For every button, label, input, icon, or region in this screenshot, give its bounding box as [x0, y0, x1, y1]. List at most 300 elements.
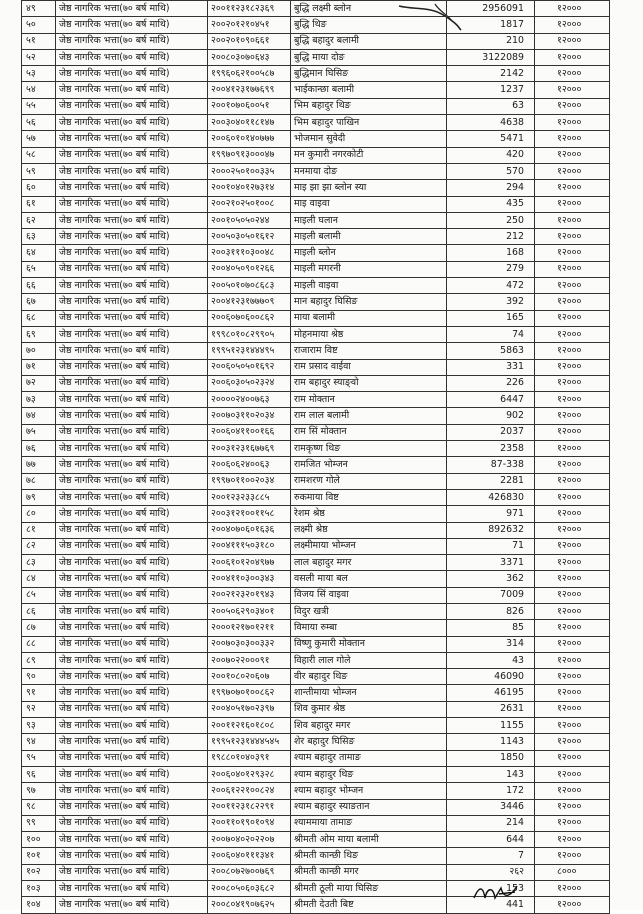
- table-row: [22, 587, 610, 603]
- citizen-id-cell: २००२१०२५०१००८: [208, 196, 291, 212]
- citizen-id-cell: २००५०३०५०१६१२: [208, 229, 291, 245]
- serial-number-cell: ६४: [22, 245, 56, 261]
- beneficiary-name-cell: लक्ष्मीमाया भोम्जन: [291, 538, 447, 554]
- account-number-cell: 331: [447, 359, 535, 375]
- table-row: [22, 278, 610, 294]
- citizen-id-cell: २००४१११५०३१८०: [208, 538, 291, 554]
- table-row: [22, 424, 610, 440]
- account-number-cell: 472: [447, 278, 535, 294]
- account-number-cell: 212: [447, 229, 535, 245]
- serial-number-cell: ६५: [22, 261, 56, 277]
- handwritten-signature: [471, 880, 521, 906]
- allowance-type-cell: जेष्ठ नागरिक भत्ता(७० बर्ष माथि): [56, 864, 208, 880]
- serial-number-cell: ७९: [22, 489, 56, 505]
- serial-number-cell: ७२: [22, 375, 56, 391]
- table-row: [22, 212, 610, 228]
- account-number-cell: 279: [447, 261, 535, 277]
- amount-cell: १२०००: [535, 489, 610, 505]
- beneficiary-name-cell: भिम बहादुर पाखिन: [291, 115, 447, 131]
- amount-cell: १२०००: [535, 17, 610, 33]
- serial-number-cell: ५१: [22, 33, 56, 49]
- citizen-id-cell: १९९७०९१३०००४७: [208, 147, 291, 163]
- allowance-type-cell: जेष्ठ नागरिक भत्ता(७० बर्ष माथि): [56, 766, 208, 782]
- account-number-cell: 971: [447, 506, 535, 522]
- serial-number-cell: १०४: [22, 897, 56, 913]
- amount-cell: १२०००: [535, 506, 610, 522]
- amount-cell: १२०००: [535, 457, 610, 473]
- beneficiary-name-cell: राम प्रसाद वाईवा: [291, 359, 447, 375]
- serial-number-cell: ९८: [22, 799, 56, 815]
- allowance-type-cell: जेष्ठ नागरिक भत्ता(७० बर्ष माथि): [56, 115, 208, 131]
- serial-number-cell: ५५: [22, 98, 56, 114]
- amount-cell: १२०००: [535, 734, 610, 750]
- table-row: [22, 310, 610, 326]
- serial-number-cell: ८०: [22, 506, 56, 522]
- citizen-id-cell: २००११२३१८२३६९: [208, 1, 291, 17]
- table-row: [22, 245, 610, 261]
- amount-cell: १२०००: [535, 82, 610, 98]
- account-number-cell: 5471: [447, 131, 535, 147]
- account-number-cell: 214: [447, 815, 535, 831]
- account-number-cell: 7: [447, 848, 535, 864]
- account-number-cell: 74: [447, 326, 535, 342]
- serial-number-cell: ९५: [22, 750, 56, 766]
- citizen-id-cell: २००८०३०७०६४३: [208, 49, 291, 65]
- table-row: [22, 326, 610, 342]
- serial-number-cell: ९०: [22, 669, 56, 685]
- citizen-id-cell: २००६०४०१११३४१: [208, 848, 291, 864]
- amount-cell: १२०००: [535, 555, 610, 571]
- serial-number-cell: ८६: [22, 603, 56, 619]
- allowance-type-cell: जेष्ठ नागरिक भत्ता(७० बर्ष माथि): [56, 669, 208, 685]
- beneficiary-name-cell: वसली माया बल: [291, 571, 447, 587]
- amount-cell: १२०००: [535, 652, 610, 668]
- allowance-type-cell: जेष्ठ नागरिक भत्ता(७० बर्ष माथि): [56, 473, 208, 489]
- allowance-type-cell: जेष्ठ नागरिक भत्ता(७० बर्ष माथि): [56, 294, 208, 310]
- beneficiary-name-cell: भोजमान सुवेदी: [291, 131, 447, 147]
- account-number-cell: 392: [447, 294, 535, 310]
- amount-cell: १२०००: [535, 522, 610, 538]
- allowance-type-cell: जेष्ठ नागरिक भत्ता(७० बर्ष माथि): [56, 261, 208, 277]
- allowance-type-cell: जेष्ठ नागरिक भत्ता(७० बर्ष माथि): [56, 343, 208, 359]
- allowance-type-cell: जेष्ठ नागरिक भत्ता(७० बर्ष माथि): [56, 326, 208, 342]
- allowance-type-cell: जेष्ठ नागरिक भत्ता(७० बर्ष माथि): [56, 245, 208, 261]
- citizen-id-cell: २००४१२३१७७६९९: [208, 82, 291, 98]
- beneficiary-name-cell: मन कुमारी नगरकोटी: [291, 147, 447, 163]
- table-row: [22, 571, 610, 587]
- amount-cell: १२०००: [535, 196, 610, 212]
- amount-cell: १२०००: [535, 375, 610, 391]
- beneficiary-table-body: [22, 1, 610, 914]
- beneficiary-table: [21, 0, 610, 914]
- amount-cell: १२०००: [535, 245, 610, 261]
- beneficiary-name-cell: बुद्धि थिङ: [291, 17, 447, 33]
- table-row: [22, 457, 610, 473]
- account-number-cell: 250: [447, 212, 535, 228]
- table-row: [22, 473, 610, 489]
- beneficiary-name-cell: लक्ष्मी श्रेष्ठ: [291, 522, 447, 538]
- account-number-cell: 1850: [447, 750, 535, 766]
- citizen-id-cell: २००४१२३१७७७०९: [208, 294, 291, 310]
- serial-number-cell: ७३: [22, 392, 56, 408]
- account-number-cell: 165: [447, 310, 535, 326]
- table-row: [22, 832, 610, 848]
- citizen-id-cell: २००४०५०९०१२६६: [208, 261, 291, 277]
- serial-number-cell: ६३: [22, 229, 56, 245]
- beneficiary-name-cell: विमाया रुम्बा: [291, 620, 447, 636]
- table-row: [22, 685, 610, 701]
- allowance-type-cell: जेष्ठ नागरिक भत्ता(७० बर्ष माथि): [56, 457, 208, 473]
- beneficiary-name-cell: मनमाया दोङ: [291, 163, 447, 179]
- account-number-cell: 441: [447, 897, 535, 913]
- citizen-id-cell: २००३१११०३००४८: [208, 245, 291, 261]
- amount-cell: १२०००: [535, 392, 610, 408]
- allowance-type-cell: जेष्ठ नागरिक भत्ता(७० बर्ष माथि): [56, 441, 208, 457]
- allowance-type-cell: जेष्ठ नागरिक भत्ता(७० बर्ष माथि): [56, 718, 208, 734]
- citizen-id-cell: १९९५१२३१४४४९५: [208, 343, 291, 359]
- citizen-id-cell: २००४११०३००३४३: [208, 571, 291, 587]
- amount-cell: १२०००: [535, 408, 610, 424]
- amount-cell: १२०००: [535, 832, 610, 848]
- table-row: [22, 66, 610, 82]
- beneficiary-name-cell: श्रीमती ओम माया बलामी: [291, 832, 447, 848]
- beneficiary-name-cell: वीर बहादुर थिङ: [291, 669, 447, 685]
- account-number-cell: 426830: [447, 489, 535, 505]
- beneficiary-name-cell: श्याम बहादुर तामाङ: [291, 750, 447, 766]
- account-number-cell: 172: [447, 783, 535, 799]
- serial-number-cell: ७५: [22, 424, 56, 440]
- amount-cell: १२०००: [535, 587, 610, 603]
- table-row: [22, 392, 610, 408]
- amount-cell: १२०००: [535, 750, 610, 766]
- serial-number-cell: ९१: [22, 685, 56, 701]
- citizen-id-cell: २००७०४०२०२२०७: [208, 832, 291, 848]
- account-number-cell: 1237: [447, 82, 535, 98]
- allowance-type-cell: जेष्ठ नागरिक भत्ता(७० बर्ष माथि): [56, 49, 208, 65]
- allowance-type-cell: जेष्ठ नागरिक भत्ता(७० बर्ष माथि): [56, 538, 208, 554]
- amount-cell: १२०००: [535, 33, 610, 49]
- amount-cell: १२०००: [535, 718, 610, 734]
- citizen-id-cell: २००२१२३२०१९४३: [208, 587, 291, 603]
- citizen-id-cell: २००१२३२३३८८५: [208, 489, 291, 505]
- citizen-id-cell: १९९८०१०८२९९०५: [208, 326, 291, 342]
- allowance-type-cell: जेष्ठ नागरिक भत्ता(७० बर्ष माथि): [56, 131, 208, 147]
- table-row: [22, 603, 610, 619]
- beneficiary-name-cell: श्रीमती देउती बिष्ट: [291, 897, 447, 913]
- amount-cell: १२०००: [535, 98, 610, 114]
- citizen-id-cell: २००११२१६०१८०८: [208, 718, 291, 734]
- amount-cell: १२०००: [535, 538, 610, 554]
- account-number-cell: 87-338: [447, 457, 535, 473]
- allowance-type-cell: जेष्ठ नागरिक भत्ता(७० बर्ष माथि): [56, 33, 208, 49]
- account-number-cell: 2142: [447, 66, 535, 82]
- amount-cell: १२०००: [535, 359, 610, 375]
- citizen-id-cell: २००१०४०१२७३१४: [208, 180, 291, 196]
- allowance-type-cell: जेष्ठ नागरिक भत्ता(७० बर्ष माथि): [56, 783, 208, 799]
- citizen-id-cell: १९८८०१०४०३९१: [208, 750, 291, 766]
- amount-cell: १२०००: [535, 66, 610, 82]
- table-row: [22, 620, 610, 636]
- allowance-type-cell: जेष्ठ नागरिक भत्ता(७० बर्ष माथि): [56, 98, 208, 114]
- serial-number-cell: ८९: [22, 652, 56, 668]
- citizen-id-cell: २००५०१०७०८६८३: [208, 278, 291, 294]
- allowance-type-cell: जेष्ठ नागरिक भत्ता(७० बर्ष माथि): [56, 147, 208, 163]
- account-number-cell: 3122089: [447, 49, 535, 65]
- account-number-cell: 826: [447, 603, 535, 619]
- allowance-type-cell: जेष्ठ नागरिक भत्ता(७० बर्ष माथि): [56, 66, 208, 82]
- serial-number-cell: ८८: [22, 636, 56, 652]
- beneficiary-name-cell: शिव बहादुर मगर: [291, 718, 447, 734]
- citizen-id-cell: २००८०७२७००७६९: [208, 864, 291, 880]
- allowance-type-cell: जेष्ठ नागरिक भत्ता(७० बर्ष माथि): [56, 82, 208, 98]
- table-row: [22, 489, 610, 505]
- beneficiary-name-cell: रामकृष्ण थिङ: [291, 441, 447, 457]
- citizen-id-cell: २००६०५०५०१६९२: [208, 359, 291, 375]
- citizen-id-cell: २००८०४१९०७६२५: [208, 897, 291, 913]
- serial-number-cell: १००: [22, 832, 56, 848]
- account-number-cell: 644: [447, 832, 535, 848]
- table-row: [22, 261, 610, 277]
- account-number-cell: 4638: [447, 115, 535, 131]
- allowance-type-cell: जेष्ठ नागरिक भत्ता(७० बर्ष माथि): [56, 750, 208, 766]
- beneficiary-name-cell: श्रीमती ठूली माया घिसिङ: [291, 881, 447, 897]
- serial-number-cell: ५४: [22, 82, 56, 98]
- amount-cell: १२०००: [535, 881, 610, 897]
- account-number-cell: 43: [447, 652, 535, 668]
- table-row: [22, 766, 610, 782]
- allowance-type-cell: जेष्ठ नागरिक भत्ता(७० बर्ष माथि): [56, 196, 208, 212]
- account-number-cell: 362: [447, 571, 535, 587]
- account-number-cell: 143: [447, 766, 535, 782]
- table-row: [22, 343, 610, 359]
- beneficiary-name-cell: विदुर खत्री: [291, 603, 447, 619]
- amount-cell: १२०००: [535, 1, 610, 17]
- serial-number-cell: ९७: [22, 783, 56, 799]
- beneficiary-name-cell: श्याम बहादुर थिङ: [291, 766, 447, 782]
- account-number-cell: 5863: [447, 343, 535, 359]
- table-row: [22, 555, 610, 571]
- beneficiary-name-cell: राम सिं मोक्तान: [291, 424, 447, 440]
- allowance-type-cell: जेष्ठ नागरिक भत्ता(७० बर्ष माथि): [56, 881, 208, 897]
- beneficiary-name-cell: बुद्धि लक्ष्मी ब्लोन: [291, 1, 447, 17]
- citizen-id-cell: २००६१२२१००८२४: [208, 783, 291, 799]
- allowance-type-cell: जेष्ठ नागरिक भत्ता(७० बर्ष माथि): [56, 229, 208, 245]
- table-row: [22, 229, 610, 245]
- account-number-cell: 3371: [447, 555, 535, 571]
- allowance-type-cell: जेष्ठ नागरिक भत्ता(७० बर्ष माथि): [56, 652, 208, 668]
- citizen-id-cell: २००२०१०९०६६१: [208, 33, 291, 49]
- beneficiary-name-cell: माया बलामी: [291, 310, 447, 326]
- amount-cell: १२०००: [535, 49, 610, 65]
- serial-number-cell: ७८: [22, 473, 56, 489]
- citizen-id-cell: २००११०१९०१०९४: [208, 815, 291, 831]
- allowance-type-cell: जेष्ठ नागरिक भत्ता(७० बर्ष माथि): [56, 278, 208, 294]
- allowance-type-cell: जेष्ठ नागरिक भत्ता(७० बर्ष माथि): [56, 212, 208, 228]
- beneficiary-name-cell: माइली मगरनी: [291, 261, 447, 277]
- allowance-type-cell: जेष्ठ नागरिक भत्ता(७० बर्ष माथि): [56, 163, 208, 179]
- amount-cell: ८०००: [535, 864, 610, 880]
- serial-number-cell: ७१: [22, 359, 56, 375]
- serial-number-cell: ८२: [22, 538, 56, 554]
- amount-cell: १२०००: [535, 294, 610, 310]
- table-row: [22, 82, 610, 98]
- table-row: [22, 408, 610, 424]
- amount-cell: १२०००: [535, 163, 610, 179]
- citizen-id-cell: २००६०६२४००६३: [208, 457, 291, 473]
- beneficiary-name-cell: राजाराम विष्ट: [291, 343, 447, 359]
- amount-cell: १२०००: [535, 147, 610, 163]
- account-number-cell: 210: [447, 33, 535, 49]
- beneficiary-name-cell: भाईकान्छा बलामी: [291, 82, 447, 98]
- serial-number-cell: ९६: [22, 766, 56, 782]
- allowance-type-cell: जेष्ठ नागरिक भत्ता(७० बर्ष माथि): [56, 408, 208, 424]
- allowance-type-cell: जेष्ठ नागरिक भत्ता(७० बर्ष माथि): [56, 375, 208, 391]
- account-number-cell: 46195: [447, 685, 535, 701]
- table-row: [22, 669, 610, 685]
- allowance-type-cell: जेष्ठ नागरिक भत्ता(७० बर्ष माथि): [56, 636, 208, 652]
- serial-number-cell: ९९: [22, 815, 56, 831]
- citizen-id-cell: २००३१२१००११५८: [208, 506, 291, 522]
- table-row: [22, 636, 610, 652]
- serial-number-cell: ८७: [22, 620, 56, 636]
- beneficiary-name-cell: शिव कुमार श्रेष्ठ: [291, 701, 447, 717]
- beneficiary-name-cell: माइली ब्लोन: [291, 245, 447, 261]
- citizen-id-cell: २००८०५०६०३६८२: [208, 881, 291, 897]
- allowance-type-cell: जेष्ठ नागरिक भत्ता(७० बर्ष माथि): [56, 424, 208, 440]
- account-number-cell: 153: [447, 881, 535, 897]
- amount-cell: १२०००: [535, 131, 610, 147]
- table-row: [22, 294, 610, 310]
- table-row: [22, 718, 610, 734]
- amount-cell: १२०००: [535, 636, 610, 652]
- account-number-cell: 7009: [447, 587, 535, 603]
- table-row: [22, 734, 610, 750]
- citizen-id-cell: २००३०४०११८१४७: [208, 115, 291, 131]
- amount-cell: १२०००: [535, 229, 610, 245]
- amount-cell: १२०००: [535, 799, 610, 815]
- table-row: [22, 864, 610, 880]
- serial-number-cell: १०१: [22, 848, 56, 864]
- table-row: [22, 652, 610, 668]
- allowance-type-cell: जेष्ठ नागरिक भत्ता(७० बर्ष माथि): [56, 897, 208, 913]
- serial-number-cell: ७७: [22, 457, 56, 473]
- table-row: [22, 441, 610, 457]
- account-number-cell: 435: [447, 196, 535, 212]
- allowance-type-cell: जेष्ठ नागरिक भत्ता(७० बर्ष माथि): [56, 506, 208, 522]
- citizen-id-cell: २००१०५०५०२४४: [208, 212, 291, 228]
- table-row: [22, 799, 610, 815]
- citizen-id-cell: २००७०३०३००३३२: [208, 636, 291, 652]
- serial-number-cell: ६६: [22, 278, 56, 294]
- amount-cell: १२०००: [535, 620, 610, 636]
- account-number-cell: 294: [447, 180, 535, 196]
- citizen-id-cell: २००३१२३१६७७६९: [208, 441, 291, 457]
- allowance-type-cell: जेष्ठ नागरिक भत्ता(७० बर्ष माथि): [56, 799, 208, 815]
- table-row: [22, 522, 610, 538]
- amount-cell: १२०००: [535, 848, 610, 864]
- allowance-type-cell: जेष्ठ नागरिक भत्ता(७० बर्ष माथि): [56, 180, 208, 196]
- account-number-cell: 3446: [447, 799, 535, 815]
- table-row: [22, 131, 610, 147]
- table-row: [22, 375, 610, 391]
- table-row: [22, 33, 610, 49]
- amount-cell: १२०००: [535, 278, 610, 294]
- amount-cell: १२०००: [535, 326, 610, 342]
- serial-number-cell: ५८: [22, 147, 56, 163]
- beneficiary-name-cell: राम बहादुर स्याङ्वो: [291, 375, 447, 391]
- allowance-type-cell: जेष्ठ नागरिक भत्ता(७० बर्ष माथि): [56, 17, 208, 33]
- citizen-id-cell: २००४०५१७०२३९७: [208, 701, 291, 717]
- amount-cell: १२०००: [535, 897, 610, 913]
- beneficiary-name-cell: विष्णु कुमारी मोक्तान: [291, 636, 447, 652]
- table-row: [22, 848, 610, 864]
- account-number-cell: 85: [447, 620, 535, 636]
- account-number-cell: 2631: [447, 701, 535, 717]
- amount-cell: १२०००: [535, 115, 610, 131]
- citizen-id-cell: १९९५१२३१४४४५४५: [208, 734, 291, 750]
- allowance-type-cell: जेष्ठ नागरिक भत्ता(७० बर्ष माथि): [56, 555, 208, 571]
- allowance-type-cell: जेष्ठ नागरिक भत्ता(७० बर्ष माथि): [56, 392, 208, 408]
- allowance-type-cell: जेष्ठ नागरिक भत्ता(७० बर्ष माथि): [56, 603, 208, 619]
- account-number-cell: 46090: [447, 669, 535, 685]
- table-row: [22, 180, 610, 196]
- table-row: [22, 115, 610, 131]
- beneficiary-name-cell: श्याम बहादुर स्याङतान: [291, 799, 447, 815]
- serial-number-cell: ७४: [22, 408, 56, 424]
- account-number-cell: 570: [447, 163, 535, 179]
- allowance-type-cell: जेष्ठ नागरिक भत्ता(७० बर्ष माथि): [56, 848, 208, 864]
- citizen-id-cell: २००६०४०१२९३२८: [208, 766, 291, 782]
- beneficiary-name-cell: बुद्धि बहादुर बलामी: [291, 33, 447, 49]
- account-number-cell: 63: [447, 98, 535, 114]
- table-row: [22, 783, 610, 799]
- amount-cell: १२०००: [535, 815, 610, 831]
- beneficiary-name-cell: भिम बहादुर थिङ: [291, 98, 447, 114]
- beneficiary-name-cell: रामजित भोम्जन: [291, 457, 447, 473]
- serial-number-cell: ५०: [22, 17, 56, 33]
- account-number-cell: २६२: [447, 864, 535, 880]
- serial-number-cell: ५९: [22, 163, 56, 179]
- table-row: [22, 750, 610, 766]
- beneficiary-name-cell: राम लाल बलामी: [291, 408, 447, 424]
- amount-cell: १२०००: [535, 669, 610, 685]
- table-row: [22, 196, 610, 212]
- serial-number-cell: ५६: [22, 115, 56, 131]
- account-number-cell: 314: [447, 636, 535, 652]
- amount-cell: १२०००: [535, 766, 610, 782]
- allowance-type-cell: जेष्ठ नागरिक भत्ता(७० बर्ष माथि): [56, 815, 208, 831]
- beneficiary-name-cell: रामशरण गोले: [291, 473, 447, 489]
- beneficiary-name-cell: बुद्धि माया दोङ: [291, 49, 447, 65]
- amount-cell: १२०००: [535, 701, 610, 717]
- amount-cell: १२०००: [535, 783, 610, 799]
- allowance-type-cell: जेष्ठ नागरिक भत्ता(७० बर्ष माथि): [56, 310, 208, 326]
- serial-number-cell: ६८: [22, 310, 56, 326]
- account-number-cell: 1143: [447, 734, 535, 750]
- amount-cell: १२०००: [535, 212, 610, 228]
- table-row: [22, 163, 610, 179]
- table-row: [22, 359, 610, 375]
- citizen-id-cell: २००६०१०१४०७७७: [208, 131, 291, 147]
- account-number-cell: 1817: [447, 17, 535, 33]
- citizen-id-cell: २००६१०१२०४९७७: [208, 555, 291, 571]
- beneficiary-name-cell: रुकमाया विष्ट: [291, 489, 447, 505]
- serial-number-cell: ७६: [22, 441, 56, 457]
- beneficiary-name-cell: माइ वाइवा: [291, 196, 447, 212]
- allowance-type-cell: जेष्ठ नागरिक भत्ता(७० बर्ष माथि): [56, 571, 208, 587]
- allowance-type-cell: जेष्ठ नागरिक भत्ता(७० बर्ष माथि): [56, 701, 208, 717]
- citizen-id-cell: २००६०४११००१६६: [208, 424, 291, 440]
